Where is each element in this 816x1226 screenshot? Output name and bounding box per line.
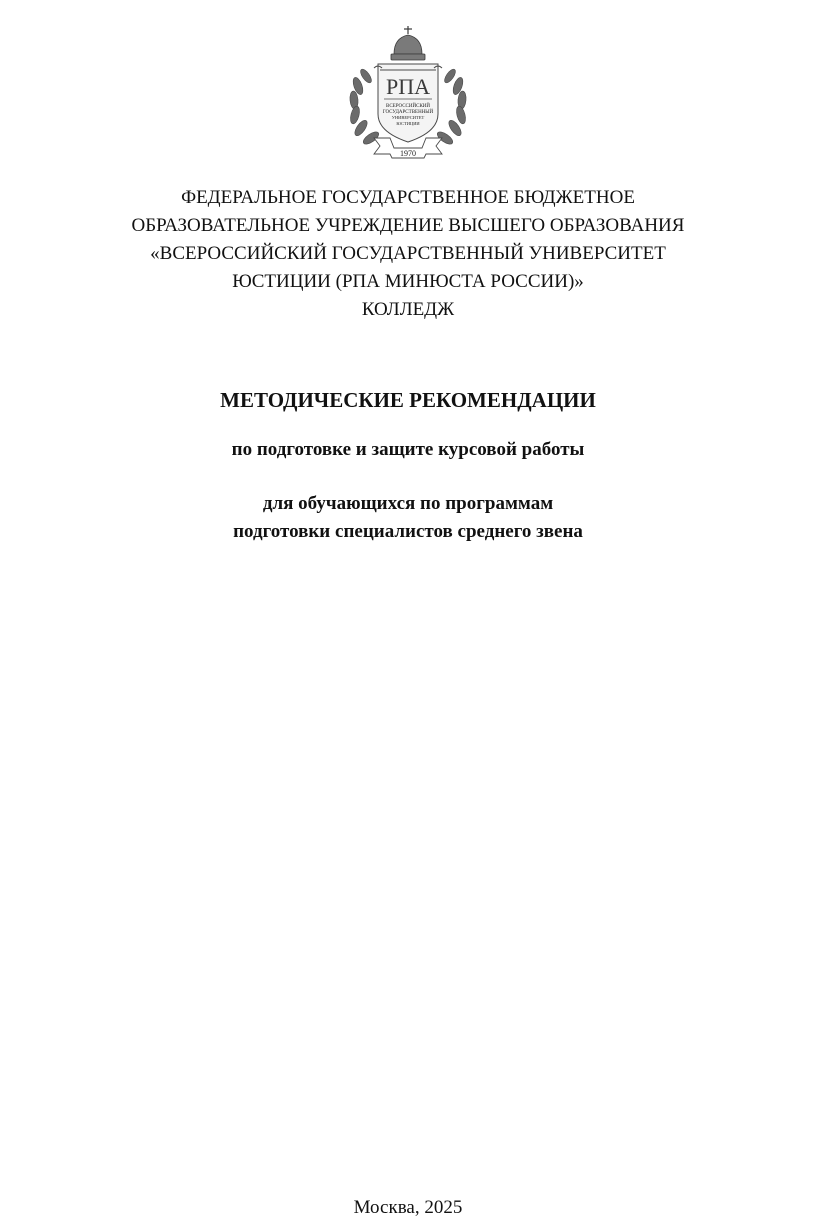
logo-motto-line-1: ВСЕРОССИЙСКИЙ: [385, 104, 431, 109]
document-audience: [0, 490, 816, 546]
institution-name: [0, 184, 816, 324]
logo-motto-line-3: УНИВЕРСИТЕТ: [391, 115, 425, 120]
institution-line: КОЛЛЕДЖ: [361, 299, 455, 320]
audience-line: подготовки специалистов среднего звена: [233, 521, 583, 542]
university-emblem-logo: [344, 24, 472, 160]
logo-year: 1970: [400, 149, 416, 158]
document-subtitle: по подготовке и защите курсовой работы: [231, 439, 585, 460]
institution-line: ФЕДЕРАЛЬНОЕ ГОСУДАРСТВЕННОЕ БЮДЖЕТНОЕ: [181, 187, 635, 208]
institution-line: ОБРАЗОВАТЕЛЬНОЕ УЧРЕЖДЕНИЕ ВЫСШЕГО ОБРАЗОВАНИЯ: [131, 215, 685, 236]
institution-line: ЮСТИЦИИ (РПА МИНЮСТА РОССИИ)»: [232, 271, 584, 292]
institution-line: «ВСЕРОССИЙСКИЙ ГОСУДАРСТВЕННЫЙ УНИВЕРСИТЕТ: [150, 243, 666, 264]
logo-letters: РПА: [385, 74, 431, 99]
place-and-year: Москва, 2025: [353, 1197, 463, 1218]
document-title: МЕТОДИЧЕСКИЕ РЕКОМЕНДАЦИИ: [220, 388, 596, 412]
audience-line: для обучающихся по программам: [262, 493, 554, 514]
logo-motto-line-2: ГОСУДАРСТВЕННЫЙ: [382, 110, 434, 115]
logo-motto-line-4: ЮСТИЦИИ: [396, 121, 420, 126]
